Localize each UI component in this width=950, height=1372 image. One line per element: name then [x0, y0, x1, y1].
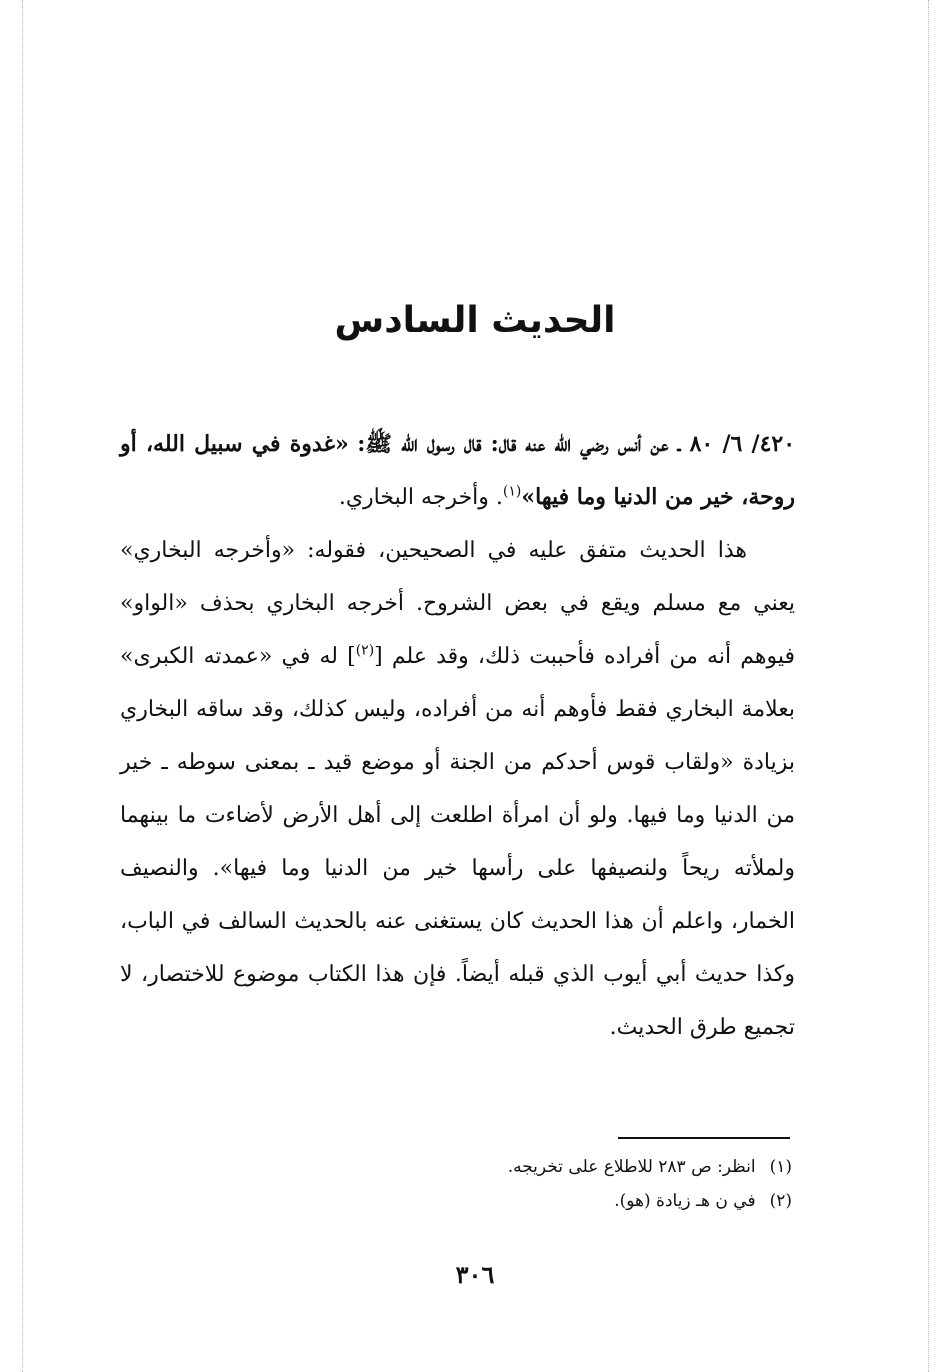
page-number: ٣٠٦	[455, 1260, 495, 1289]
footnote-ref-2[interactable]: (٢)	[355, 642, 375, 659]
hadith-paragraph	[120, 418, 795, 524]
footnote-number: (١)	[769, 1157, 792, 1177]
footnote-item	[300, 1184, 792, 1218]
page-edge-dots	[928, 0, 929, 1372]
footnotes	[300, 1150, 792, 1218]
footnote-text: انظر: ص ٢٨٣ للاطلاع على تخريجه.	[507, 1157, 756, 1177]
hadith-quote: «غدوة في سبيل الله، أو روحة، خير من الدنيا وما فيها»	[120, 431, 795, 510]
hadith-intro: ٤٢٠/ ٦/ ٨٠ ـ عن أنس رضي الله عنه قال: قال رسول الله ﷺ:	[357, 431, 796, 457]
footnote-separator	[618, 1137, 790, 1139]
main-text	[120, 418, 795, 1054]
commentary-part-1: هذا الحديث متفق عليه في الصحيحين، فقوله: «وأخرجه البخاري» يعني مع مسلم ويقع في بعض الشروح. أخرجه البخاري بحذف «الواو» فيوهم أنه من أفراده فأحببت ذلك، وقد علم [	[120, 538, 795, 669]
commentary-paragraph	[120, 524, 795, 1054]
footnote-number: (٢)	[769, 1191, 792, 1211]
hadith-tail: . وأخرجه البخاري.	[338, 485, 503, 510]
commentary-part-2: ] له في «عمدته الكبرى» بعلامة البخاري فقط فأوهم أنه من أفراده، وليس كذلك، وقد ساقه البخاري بزيادة «ولقاب قوس أحدكم من الجنة أو موضع قيد ـ بمعنى سوطه ـ خير من الدنيا وما فيها. ولو أن امرأة اطلعت إلى أهل الأرض لأضاءت ما بينهما ولملأته ريحاً ولنصيفها على رأسها خير من الدنيا وما فيها». والنصيف الخمار، واعلم أن هذا الحديث كان يستغنى عنه بالحديث السالف في الباب، وكذا حديث أبي أيوب الذي قبله أيضاً. فإن هذا الكتاب موضوع للاختصار، لا تجميع طرق الحديث.	[120, 644, 795, 1040]
footnote-text: في ن هـ زيادة (هو).	[614, 1191, 756, 1211]
footnote-item	[300, 1150, 792, 1184]
section-title: الحديث السادس	[334, 300, 616, 341]
footnote-ref-1[interactable]: (١)	[502, 483, 522, 500]
page-edge-dots	[22, 0, 23, 1372]
